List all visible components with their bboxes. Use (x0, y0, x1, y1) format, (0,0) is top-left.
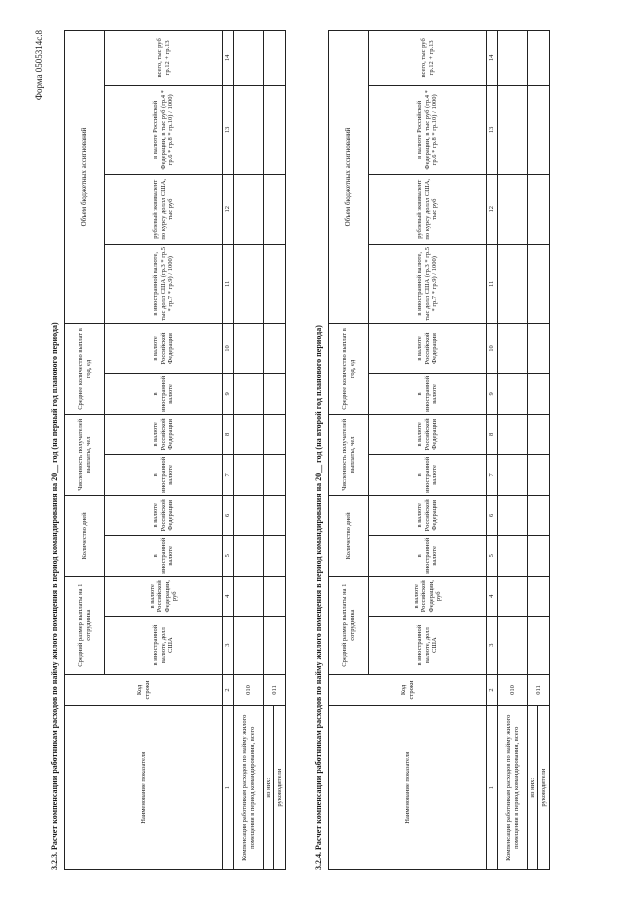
table-row (264, 31, 274, 870)
row-name: Компенсация работникам расходов по найму жилого помещения в период командирования, всего (234, 706, 264, 870)
col-number: 3 (487, 616, 498, 674)
header-recipients-fc: в иностранной валюте (369, 454, 487, 495)
header-budget-volume: Объем бюджетных ассигнований (329, 31, 369, 324)
data-cell[interactable] (234, 324, 264, 374)
header-col13: в валюте Российской Федерации, в тыс руб (гр.4 * гр.6 * гр.8 * гр.10) / 1000) (105, 85, 223, 174)
col-number: 12 (223, 175, 234, 245)
header-col11: в иностранной валюте, тыс долл США (гр.3 * гр.5 * гр.7 * гр.9) / 1000) (105, 244, 223, 324)
header-col14: всего, тыс руб гр.12 + гр.13 (369, 31, 487, 86)
header-recipients-rf: в валюте Российской Федерации (369, 414, 487, 454)
header-days-rf: в валюте Российской Федерации (369, 495, 487, 535)
table-row (528, 31, 538, 870)
data-cell[interactable] (234, 244, 264, 324)
header-days: Количество дней (329, 495, 369, 576)
data-cell[interactable] (498, 535, 528, 576)
col-number: 1 (223, 706, 234, 870)
row-name: руководители (538, 706, 550, 870)
data-cell[interactable] (498, 31, 528, 86)
data-cell[interactable] (498, 85, 528, 174)
data-cell[interactable] (528, 175, 550, 245)
table-3-2-4 (328, 30, 550, 870)
header-payments-rf: в валюте Российской Федерации (105, 324, 223, 374)
data-cell[interactable] (264, 535, 286, 576)
col-number: 10 (223, 324, 234, 374)
header-recipients: Численность получателей выплаты, чел (65, 414, 105, 495)
header-fc-usd: в иностранной валюте, долл США (369, 616, 487, 674)
data-cell[interactable] (234, 85, 264, 174)
col-number: 4 (223, 576, 234, 616)
data-cell[interactable] (234, 175, 264, 245)
form-number: Форма 0505314с.8 (34, 30, 44, 101)
header-col13: в валюте Российской Федерации, в тыс руб (гр.4 * гр.6 * гр.8 * гр.10) / 1000) (369, 85, 487, 174)
data-cell[interactable] (528, 454, 550, 495)
header-col11: в иностранной валюте, тыс долл США (гр.3 * гр.5 * гр.7 * гр.9) / 1000) (369, 244, 487, 324)
data-cell[interactable] (528, 495, 550, 535)
data-cell[interactable] (234, 495, 264, 535)
data-cell[interactable] (234, 535, 264, 576)
data-cell[interactable] (264, 324, 286, 374)
header-avg-amount: Средний размер выплаты на 1 сотрудника (65, 576, 105, 674)
col-number: 8 (223, 414, 234, 454)
data-cell[interactable] (498, 175, 528, 245)
col-number: 14 (223, 31, 234, 86)
row-name: из них: (528, 706, 538, 870)
table-row (498, 31, 528, 870)
data-cell[interactable] (528, 31, 550, 86)
header-code: Код строки (329, 674, 487, 706)
row-name: руководители (274, 706, 286, 870)
header-days-rf: в валюте Российской Федерации (105, 495, 223, 535)
col-number: 10 (487, 324, 498, 374)
col-number: 13 (223, 85, 234, 174)
data-cell[interactable] (498, 576, 528, 616)
data-cell[interactable] (264, 414, 286, 454)
header-col12: рублевый эквивалент по курсу доллл США, тыс руб (105, 175, 223, 245)
row-code: 010 (234, 674, 264, 706)
header-fc-usd: в иностранной валюте, долл США (105, 616, 223, 674)
row-name: Компенсация работникам расходов по найму жилого помещения в период командирования, всего (498, 706, 528, 870)
table-row (234, 31, 264, 870)
header-payments-fc: в иностранной валюте (369, 373, 487, 414)
header-name: Наименование показателя (65, 706, 223, 870)
section-title-3-2-3: 3.2.3. Расчет компенсации работникам расходов по найму жилого помещения в период командирования на 20__ год (на первый год планового периода) (50, 322, 59, 870)
header-avg-payments: Среднее количество выплат в год, ед (65, 324, 105, 415)
data-cell[interactable] (264, 495, 286, 535)
data-cell[interactable] (234, 454, 264, 495)
col-number: 11 (223, 244, 234, 324)
data-cell[interactable] (498, 244, 528, 324)
col-number: 1 (487, 706, 498, 870)
data-cell[interactable] (264, 85, 286, 174)
col-number: 11 (487, 244, 498, 324)
data-cell[interactable] (264, 576, 286, 616)
row-code: 011 (264, 674, 286, 706)
data-cell[interactable] (264, 244, 286, 324)
col-number: 12 (487, 175, 498, 245)
data-cell[interactable] (528, 535, 550, 576)
header-col12: рублевый эквивалент по курсу доллл США, тыс руб (369, 175, 487, 245)
data-cell[interactable] (264, 31, 286, 86)
data-cell[interactable] (528, 373, 550, 414)
data-cell[interactable] (234, 414, 264, 454)
header-recipients: Численность получателей выплаты, чел (329, 414, 369, 495)
col-number: 5 (223, 535, 234, 576)
col-number: 9 (487, 373, 498, 414)
col-number: 2 (487, 674, 498, 706)
data-cell[interactable] (234, 616, 264, 674)
data-cell[interactable] (264, 454, 286, 495)
header-recipients-rf: в валюте Российской Федерации (105, 414, 223, 454)
data-cell[interactable] (528, 414, 550, 454)
row-code: 011 (528, 674, 550, 706)
rotated-document (34, 30, 600, 870)
header-recipients-fc: в иностранной валюте (105, 454, 223, 495)
col-number: 8 (487, 414, 498, 454)
header-days-fc: в иностранной валюте (105, 535, 223, 576)
header-payments-rf: в валюте Российской Федерации (369, 324, 487, 374)
header-days-fc: в иностранной валюте (369, 535, 487, 576)
row-code: 010 (498, 674, 528, 706)
header-name: Наименование показателя (329, 706, 487, 870)
data-cell[interactable] (498, 454, 528, 495)
col-number: 14 (487, 31, 498, 86)
data-cell[interactable] (498, 616, 528, 674)
col-number: 13 (487, 85, 498, 174)
data-cell[interactable] (528, 616, 550, 674)
table-3-2-3 (64, 30, 286, 870)
header-col14: всего, тыс руб гр.12 + гр.13 (105, 31, 223, 86)
data-cell[interactable] (498, 373, 528, 414)
data-cell[interactable] (498, 495, 528, 535)
header-rub: в валюте Российской Федерации, руб (369, 576, 487, 616)
col-number: 9 (223, 373, 234, 414)
col-number: 6 (223, 495, 234, 535)
data-cell[interactable] (264, 373, 286, 414)
header-code: Код строки (65, 674, 223, 706)
header-days: Количество дней (65, 495, 105, 576)
data-cell[interactable] (528, 244, 550, 324)
header-budget-volume: Объем бюджетных ассигнований (65, 31, 105, 324)
header-payments-fc: в иностранной валюте (105, 373, 223, 414)
col-number: 4 (487, 576, 498, 616)
data-cell[interactable] (528, 85, 550, 174)
header-avg-amount: Средний размер выплаты на 1 сотрудника (329, 576, 369, 674)
header-avg-payments: Среднее количество выплат в год, ед (329, 324, 369, 415)
data-cell[interactable] (234, 373, 264, 414)
data-cell[interactable] (234, 31, 264, 86)
data-cell[interactable] (498, 414, 528, 454)
row-name: из них: (264, 706, 274, 870)
col-number: 6 (487, 495, 498, 535)
data-cell[interactable] (528, 324, 550, 374)
col-number: 7 (223, 454, 234, 495)
col-number: 3 (223, 616, 234, 674)
header-rub: в валюте Российской Федерации, руб (105, 576, 223, 616)
data-cell[interactable] (528, 576, 550, 616)
col-number: 2 (223, 674, 234, 706)
data-cell[interactable] (498, 324, 528, 374)
section-title-3-2-4: 3.2.4. Расчет компенсации работникам расходов по найму жилого помещения в период командирования на 20__ год (на второй год планового периода) (314, 325, 323, 870)
col-number: 5 (487, 535, 498, 576)
data-cell[interactable] (264, 175, 286, 245)
data-cell[interactable] (234, 576, 264, 616)
col-number: 7 (487, 454, 498, 495)
data-cell[interactable] (264, 616, 286, 674)
